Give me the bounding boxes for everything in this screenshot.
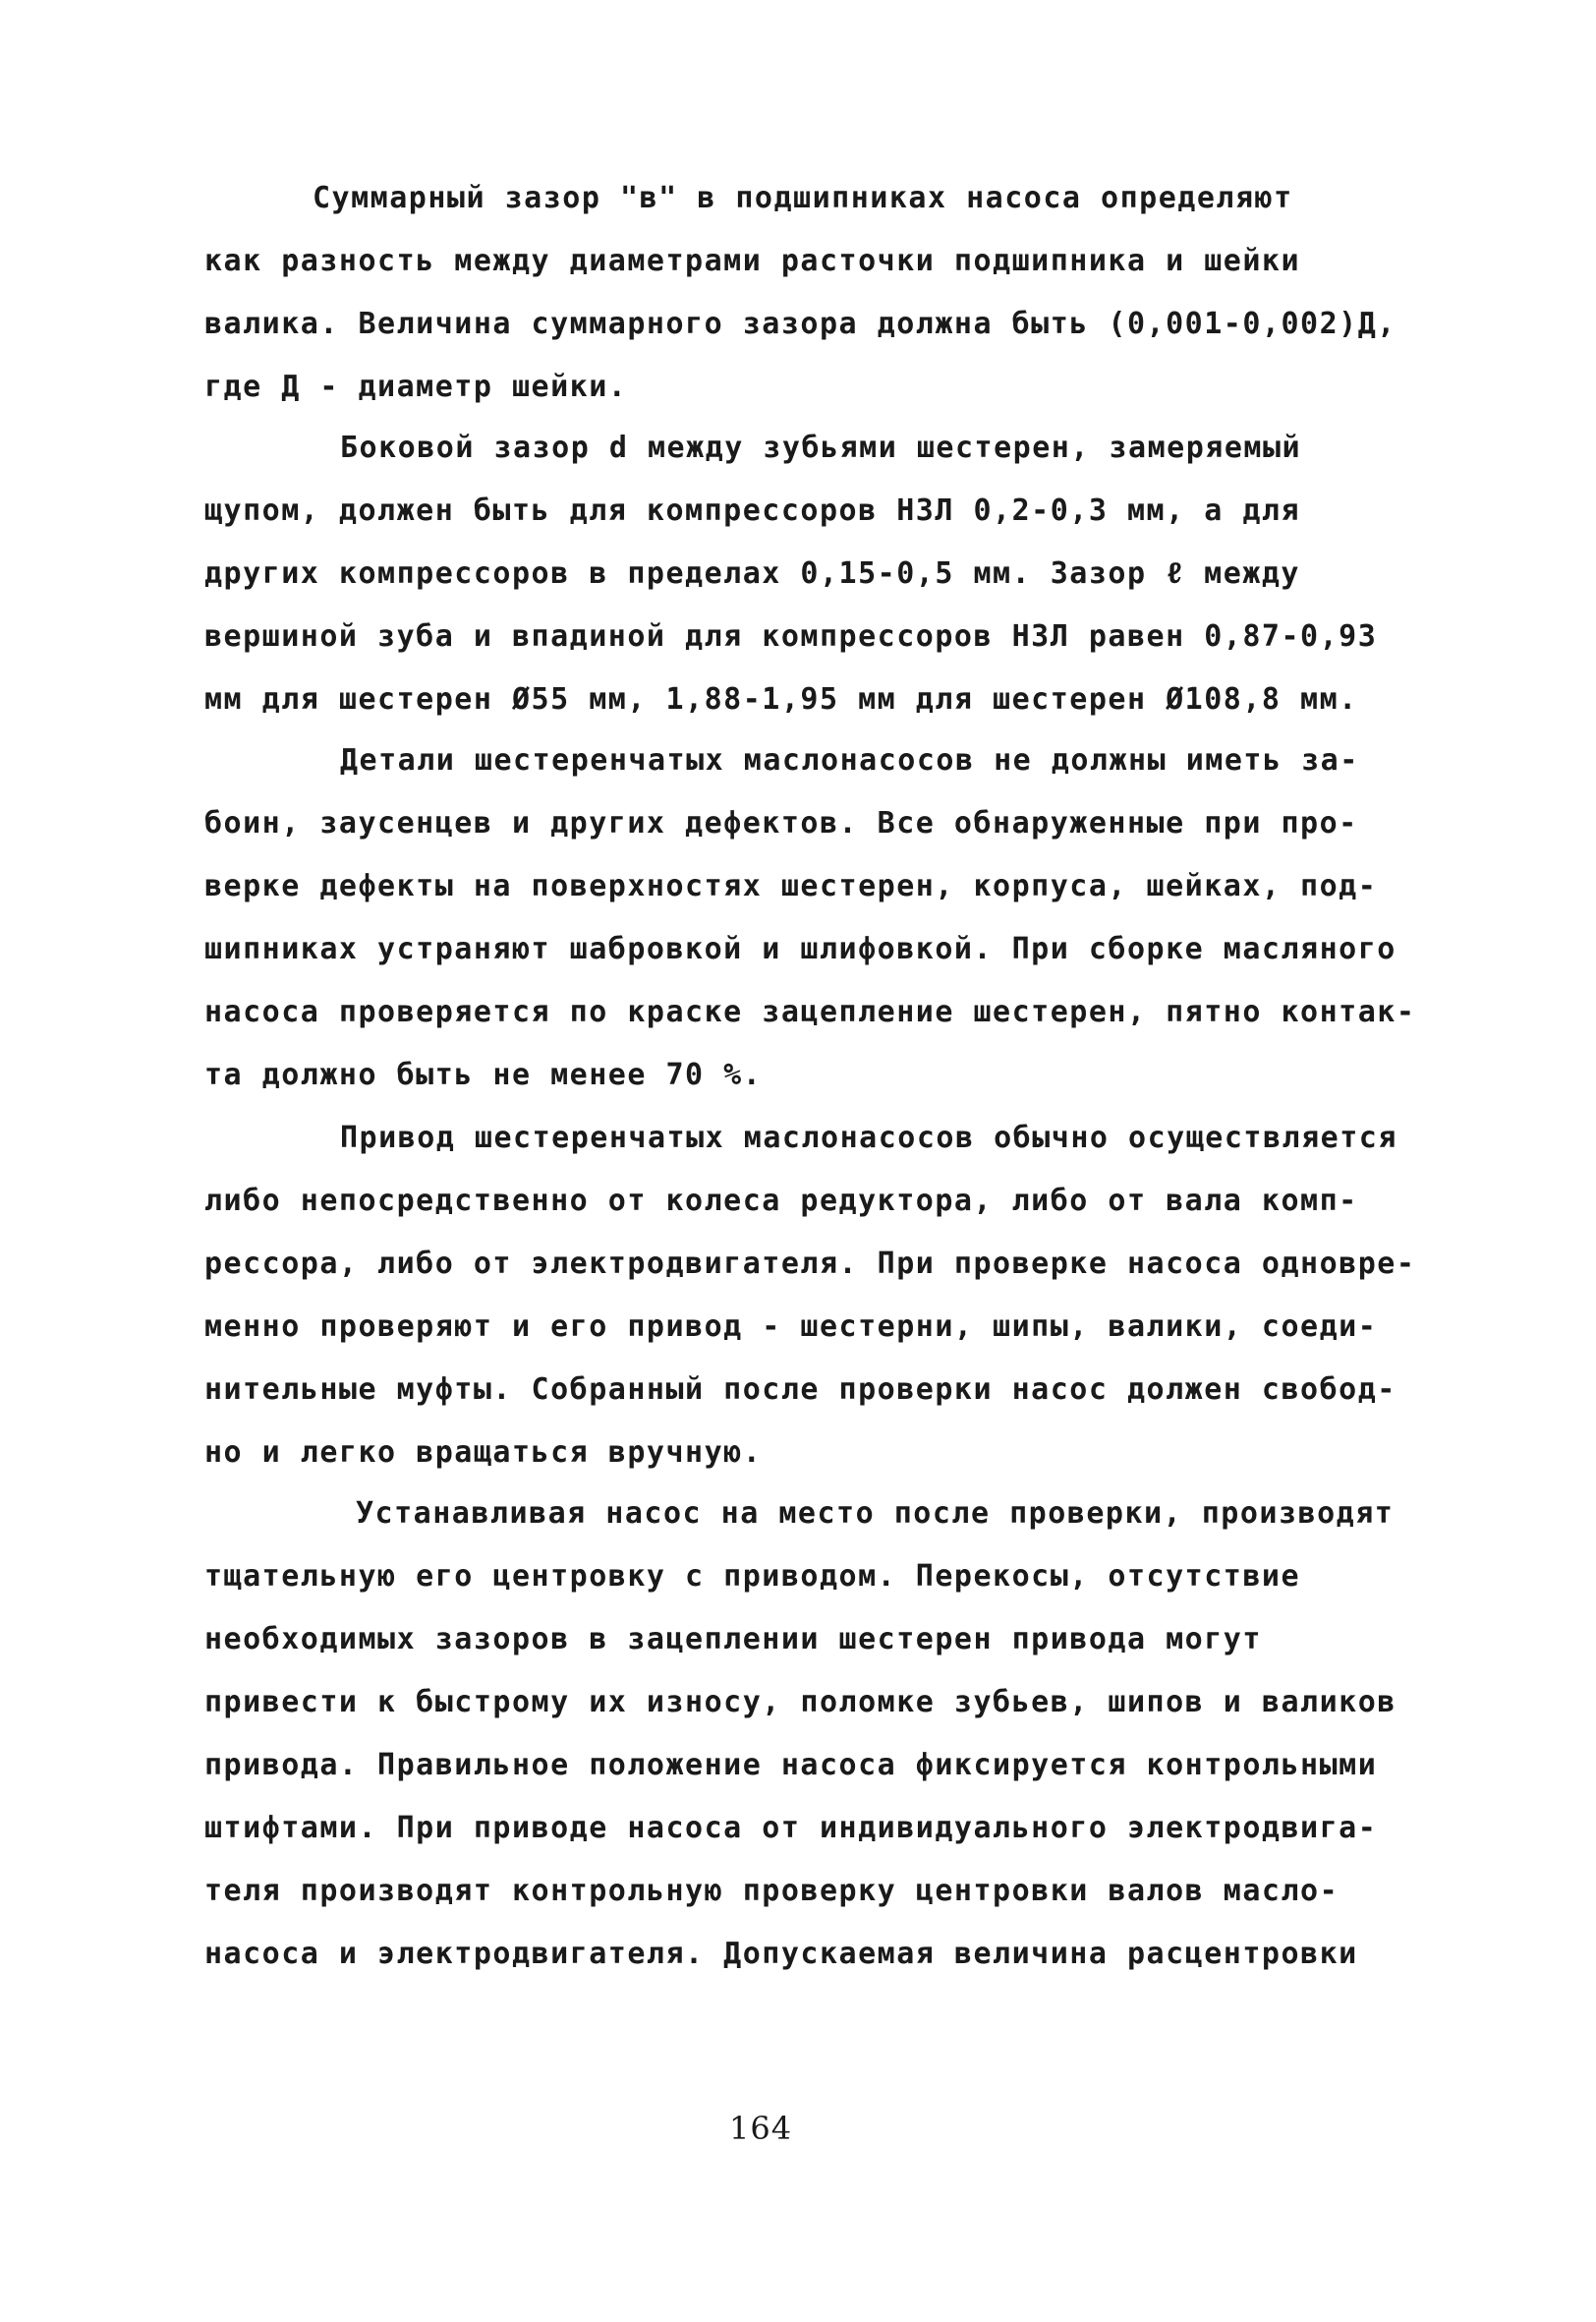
text-line: насоса проверяется по краске зацепление шестерен, пятно контак- xyxy=(204,995,1416,1029)
text-line: нительные муфты. Собранный после проверки насос должен свобод- xyxy=(204,1372,1396,1407)
text-line: верке дефекты на поверхностях шестерен, корпуса, шейках, под- xyxy=(204,869,1378,903)
text-line: где Д - диаметр шейки. xyxy=(204,370,628,404)
text-line: но и легко вращаться вручную. xyxy=(204,1435,763,1470)
text-line: Суммарный зазор "в" в подшипниках насоса определяют xyxy=(313,181,1293,215)
text-line: штифтами. При приводе насоса от индивидуального электродвига- xyxy=(204,1811,1378,1845)
text-line: мм для шестерен Ø55 мм, 1,88-1,95 мм для шестерен Ø108,8 мм. xyxy=(204,682,1358,717)
text-line: менно проверяют и его привод - шестерни, шипы, валики, соеди- xyxy=(204,1309,1378,1344)
text-line: Устанавливая насос на место после проверки, производят xyxy=(356,1496,1395,1531)
text-line: необходимых зазоров в зацеплении шестерен привода могут xyxy=(204,1622,1262,1656)
text-line: Детали шестеренчатых маслонасосов не должны иметь за- xyxy=(340,743,1359,778)
text-line: либо непосредственно от колеса редуктора, либо от вала комп- xyxy=(204,1184,1358,1218)
text-line: вершиной зуба и впадиной для компрессоров НЗЛ равен 0,87-0,93 xyxy=(204,619,1378,654)
text-line: Привод шестеренчатых маслонасосов обычно осуществляется xyxy=(340,1121,1397,1155)
text-line: как разность между диаметрами расточки подшипника и шейки xyxy=(204,244,1301,278)
text-line: боин, заусенцев и других дефектов. Все обнаруженные при про- xyxy=(204,806,1358,841)
page-number: 164 xyxy=(729,2110,793,2147)
text-line: привести к быстрому их износу, поломке зубьев, шипов и валиков xyxy=(204,1685,1396,1719)
text-line: валика. Величина суммарного зазора должна быть (0,001-0,002)Д, xyxy=(204,307,1396,341)
text-line: щупом, должен быть для компрессоров НЗЛ 0,2-0,3 мм, а для xyxy=(204,493,1301,528)
text-line: насоса и электродвигателя. Допускаемая величина расцентровки xyxy=(204,1937,1358,1971)
text-line: рессора, либо от электродвигателя. При проверке насоса одновре- xyxy=(204,1247,1416,1281)
text-line: шипниках устраняют шабровкой и шлифовкой. При сборке масляного xyxy=(204,932,1396,966)
text-line: Боковой зазор d между зубьями шестерен, замеряемый xyxy=(340,431,1302,465)
text-line: других компрессоров в пределах 0,15-0,5 мм. Зазор ℓ между xyxy=(204,556,1300,591)
text-line: теля производят контрольную проверку центровки валов масло- xyxy=(204,1874,1340,1908)
text-line: та должно быть не менее 70 %. xyxy=(204,1058,763,1092)
text-line: привода. Правильное положение насоса фиксируется контрольными xyxy=(204,1748,1378,1782)
text-line: тщательную его центровку с приводом. Перекосы, отсутствие xyxy=(204,1559,1301,1594)
